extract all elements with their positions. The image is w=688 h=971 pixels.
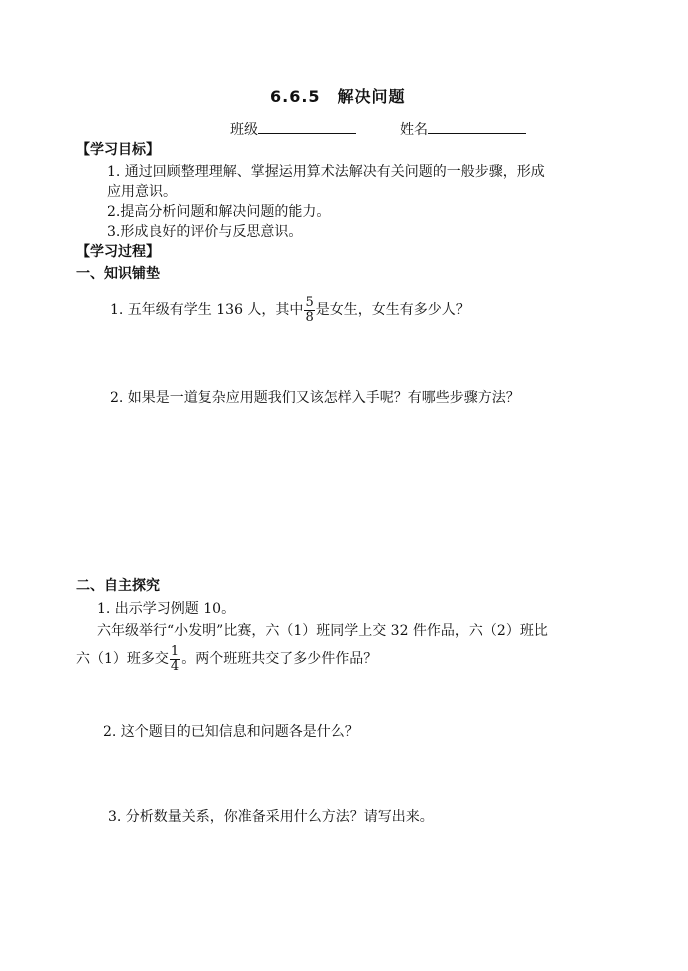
example-fraction [170,645,180,674]
example-text-before: 六（1）班多交 [76,651,169,667]
section-2-heading: 二、自主探究 [76,578,160,594]
class-label: 班级 [230,122,258,138]
fraction-denominator: 4 [170,658,180,674]
objective-2: 2.提高分析问题和解决问题的能力。 [107,204,331,220]
name-label: 姓名 [400,122,428,138]
example-text-line-2 [76,644,377,674]
objective-3: 3.形成良好的评价与反思意识。 [107,224,303,240]
example-question-3: 3. 分析数量关系，你准备采用什么方法？请写出来。 [108,809,434,825]
objective-1-line-2: 应用意识。 [107,184,177,200]
fraction-denominator: 8 [305,309,314,325]
example-text-after: 。两个班班共交了多少件作品？ [181,651,378,667]
name-field [400,119,526,139]
process-heading: 【学习过程】 [76,244,160,260]
example-question-2: 2. 这个题目的已知信息和问题各是什么？ [103,724,359,740]
name-blank [428,119,526,134]
fraction-numerator: 5 [305,294,314,310]
class-field [230,119,356,139]
objective-1-line-1: 1. 通过回顾整理理解、掌握运用算术法解决有关问题的一般步骤，形成 [107,164,545,180]
section-1-heading: 一、知识铺垫 [76,266,160,282]
question-1-fraction [304,296,314,325]
question-1-text-after: 是女生，女生有多少人？ [315,302,470,318]
question-1 [110,295,470,325]
fraction-numerator: 1 [170,643,180,659]
example-text-line-1: 六年级举行“小发明”比赛，六（1）班同学上交 32 件作品，六（2）班比 [97,623,548,639]
question-2: 2. 如果是一道复杂应用题我们又该怎样入手呢？有哪些步骤方法？ [110,390,520,406]
class-blank [258,119,356,134]
question-1-text-before: 1. 五年级有学生 136 人，其中 [110,302,304,318]
example-intro: 1. 出示学习例题 10。 [97,601,236,617]
page-title: 6.6.5 解决问题 [270,87,406,106]
objectives-heading: 【学习目标】 [76,142,160,158]
